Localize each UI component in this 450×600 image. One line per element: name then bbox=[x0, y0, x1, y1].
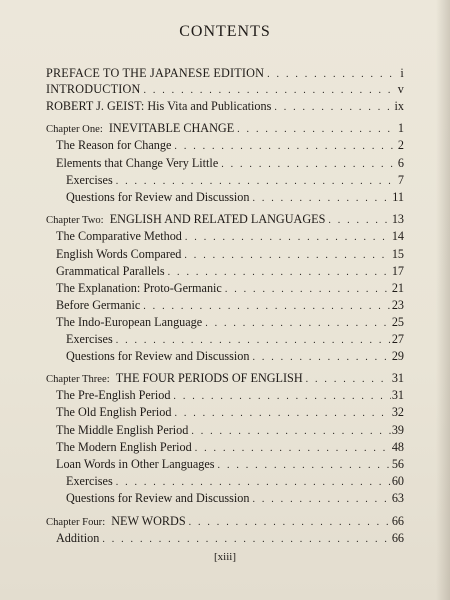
toc-chapter-heading bbox=[46, 121, 404, 139]
toc-section bbox=[46, 531, 404, 549]
leader-dots bbox=[184, 250, 390, 261]
toc-entry-label: Exercises bbox=[66, 474, 113, 488]
leader-dots bbox=[173, 391, 390, 402]
toc-page-number: v bbox=[397, 82, 404, 96]
toc-entry-label: Exercises bbox=[66, 173, 113, 187]
leader-dots bbox=[116, 335, 391, 346]
leader-dots bbox=[189, 517, 391, 528]
toc-entry-label: The Indo-European Language bbox=[56, 315, 203, 329]
toc-page-number: ix bbox=[394, 99, 404, 113]
toc-entry-label: The Explanation: Proto-Germanic bbox=[56, 281, 222, 295]
chapter-prefix: Chapter Three: bbox=[46, 374, 110, 385]
toc-subsection bbox=[46, 173, 404, 191]
toc-section bbox=[46, 156, 404, 174]
toc-page-number: 6 bbox=[397, 156, 404, 170]
toc-page-number: 48 bbox=[391, 440, 404, 454]
toc-entry-label bbox=[46, 212, 325, 227]
leader-dots bbox=[274, 102, 393, 113]
chapter-title: THE FOUR PERIODS OF ENGLISH bbox=[115, 371, 303, 385]
toc-entry-label: The Comparative Method bbox=[56, 229, 182, 243]
chapter-title: NEW WORDS bbox=[111, 514, 186, 528]
toc-section bbox=[46, 315, 404, 333]
toc-section bbox=[46, 457, 404, 475]
toc-subsection bbox=[46, 491, 404, 509]
toc-entry-label bbox=[46, 514, 186, 529]
toc-page-number: 56 bbox=[391, 457, 404, 471]
toc-page-number: 63 bbox=[391, 491, 404, 505]
page-title: CONTENTS bbox=[179, 23, 271, 40]
toc-entry-label: The Middle English Period bbox=[56, 423, 189, 437]
toc-entry-label: Questions for Review and Discussion bbox=[66, 349, 250, 363]
toc-entry-geist-vita bbox=[46, 99, 404, 117]
leader-dots bbox=[116, 176, 397, 187]
toc-entry-label: ROBERT J. GEIST: His Vita and Publications bbox=[46, 99, 272, 113]
leader-dots bbox=[218, 460, 391, 471]
toc-section bbox=[46, 388, 404, 406]
toc-page-number: 32 bbox=[391, 405, 404, 419]
leader-dots bbox=[225, 284, 391, 295]
toc-entry-label: Loan Words in Other Languages bbox=[56, 457, 215, 471]
toc-page-number: 23 bbox=[391, 298, 404, 312]
toc-page-number: 13 bbox=[391, 212, 404, 226]
toc-page-number: 7 bbox=[397, 173, 404, 187]
leader-dots bbox=[328, 215, 390, 226]
toc-page-number: 31 bbox=[391, 371, 404, 385]
toc-section bbox=[46, 440, 404, 458]
leader-dots bbox=[102, 534, 390, 545]
toc-section bbox=[46, 138, 404, 156]
leader-dots bbox=[168, 267, 391, 278]
toc-section bbox=[46, 264, 404, 282]
leader-dots bbox=[306, 374, 391, 385]
toc-entry-label: The Old English Period bbox=[56, 405, 172, 419]
toc-entry-label: Grammatical Parallels bbox=[56, 264, 165, 278]
toc-page-number: 31 bbox=[391, 388, 404, 402]
toc-page-number: 39 bbox=[391, 423, 404, 437]
toc-section bbox=[46, 229, 404, 247]
toc-section bbox=[46, 423, 404, 441]
toc-section bbox=[46, 281, 404, 299]
toc-page-number: 25 bbox=[391, 315, 404, 329]
toc-section bbox=[46, 298, 404, 316]
leader-dots bbox=[116, 477, 391, 488]
leader-dots bbox=[252, 494, 390, 505]
toc-page-number: 66 bbox=[391, 531, 404, 545]
leader-dots bbox=[191, 426, 390, 437]
leader-dots bbox=[143, 301, 391, 312]
toc-entry-label: Questions for Review and Discussion bbox=[66, 190, 250, 204]
chapter-title: INEVITABLE CHANGE bbox=[108, 121, 235, 135]
leader-dots bbox=[221, 159, 397, 170]
toc-entry-label: Addition bbox=[56, 531, 100, 545]
leader-dots bbox=[143, 85, 396, 96]
toc-entry-label: The Reason for Change bbox=[56, 138, 172, 152]
leader-dots bbox=[252, 193, 391, 204]
toc-chapter-heading bbox=[46, 371, 404, 389]
toc-page-number: 66 bbox=[391, 514, 404, 528]
toc-entry-label: The Pre-English Period bbox=[56, 388, 171, 402]
toc-page-number: 11 bbox=[392, 190, 404, 204]
toc-subsection bbox=[46, 190, 404, 208]
page-edge-shadow bbox=[436, 0, 450, 600]
toc-entry-label: Before Germanic bbox=[56, 298, 141, 312]
toc-page-number: 2 bbox=[397, 138, 404, 152]
leader-dots bbox=[205, 318, 391, 329]
chapter-prefix: Chapter One: bbox=[46, 124, 103, 135]
toc-entry-label: PREFACE TO THE JAPANESE EDITION bbox=[46, 66, 265, 80]
page-number-footer: [xiii] bbox=[214, 551, 236, 563]
leader-dots bbox=[237, 124, 397, 135]
toc-page-number: i bbox=[400, 66, 404, 80]
toc-subsection bbox=[46, 474, 404, 492]
leader-dots bbox=[174, 141, 396, 152]
chapter-prefix: Chapter Two: bbox=[46, 215, 104, 226]
chapter-prefix: Chapter Four: bbox=[46, 517, 106, 528]
chapter-title: ENGLISH AND RELATED LANGUAGES bbox=[109, 212, 326, 226]
toc-section bbox=[46, 247, 404, 265]
toc-entry-label: INTRODUCTION bbox=[46, 82, 141, 96]
leader-dots bbox=[252, 352, 390, 363]
leader-dots bbox=[267, 69, 399, 80]
toc-subsection bbox=[46, 349, 404, 367]
toc-page-number: 60 bbox=[391, 474, 404, 488]
toc-subsection bbox=[46, 332, 404, 350]
toc-section bbox=[46, 405, 404, 423]
toc-page-number: 27 bbox=[391, 332, 404, 346]
toc-page-number: 21 bbox=[391, 281, 404, 295]
toc-entry-label bbox=[46, 371, 303, 386]
toc-entry-label: English Words Compared bbox=[56, 247, 182, 261]
toc-entry-label: Exercises bbox=[66, 332, 113, 346]
toc-page-number: 1 bbox=[397, 121, 404, 135]
leader-dots bbox=[195, 443, 391, 454]
toc-chapter-heading bbox=[46, 514, 404, 532]
toc-entry-introduction bbox=[46, 82, 404, 100]
toc-entry-label: The Modern English Period bbox=[56, 440, 192, 454]
toc-entry-label bbox=[46, 121, 234, 136]
toc-page-number: 17 bbox=[391, 264, 404, 278]
toc-chapter-heading bbox=[46, 212, 404, 230]
leader-dots bbox=[174, 408, 390, 419]
toc-entry-label: Elements that Change Very Little bbox=[56, 156, 219, 170]
leader-dots bbox=[185, 232, 391, 243]
toc-page-number: 15 bbox=[391, 247, 404, 261]
toc-page-number: 29 bbox=[391, 349, 404, 363]
toc-page-number: 14 bbox=[391, 229, 404, 243]
toc-entry-label: Questions for Review and Discussion bbox=[66, 491, 250, 505]
